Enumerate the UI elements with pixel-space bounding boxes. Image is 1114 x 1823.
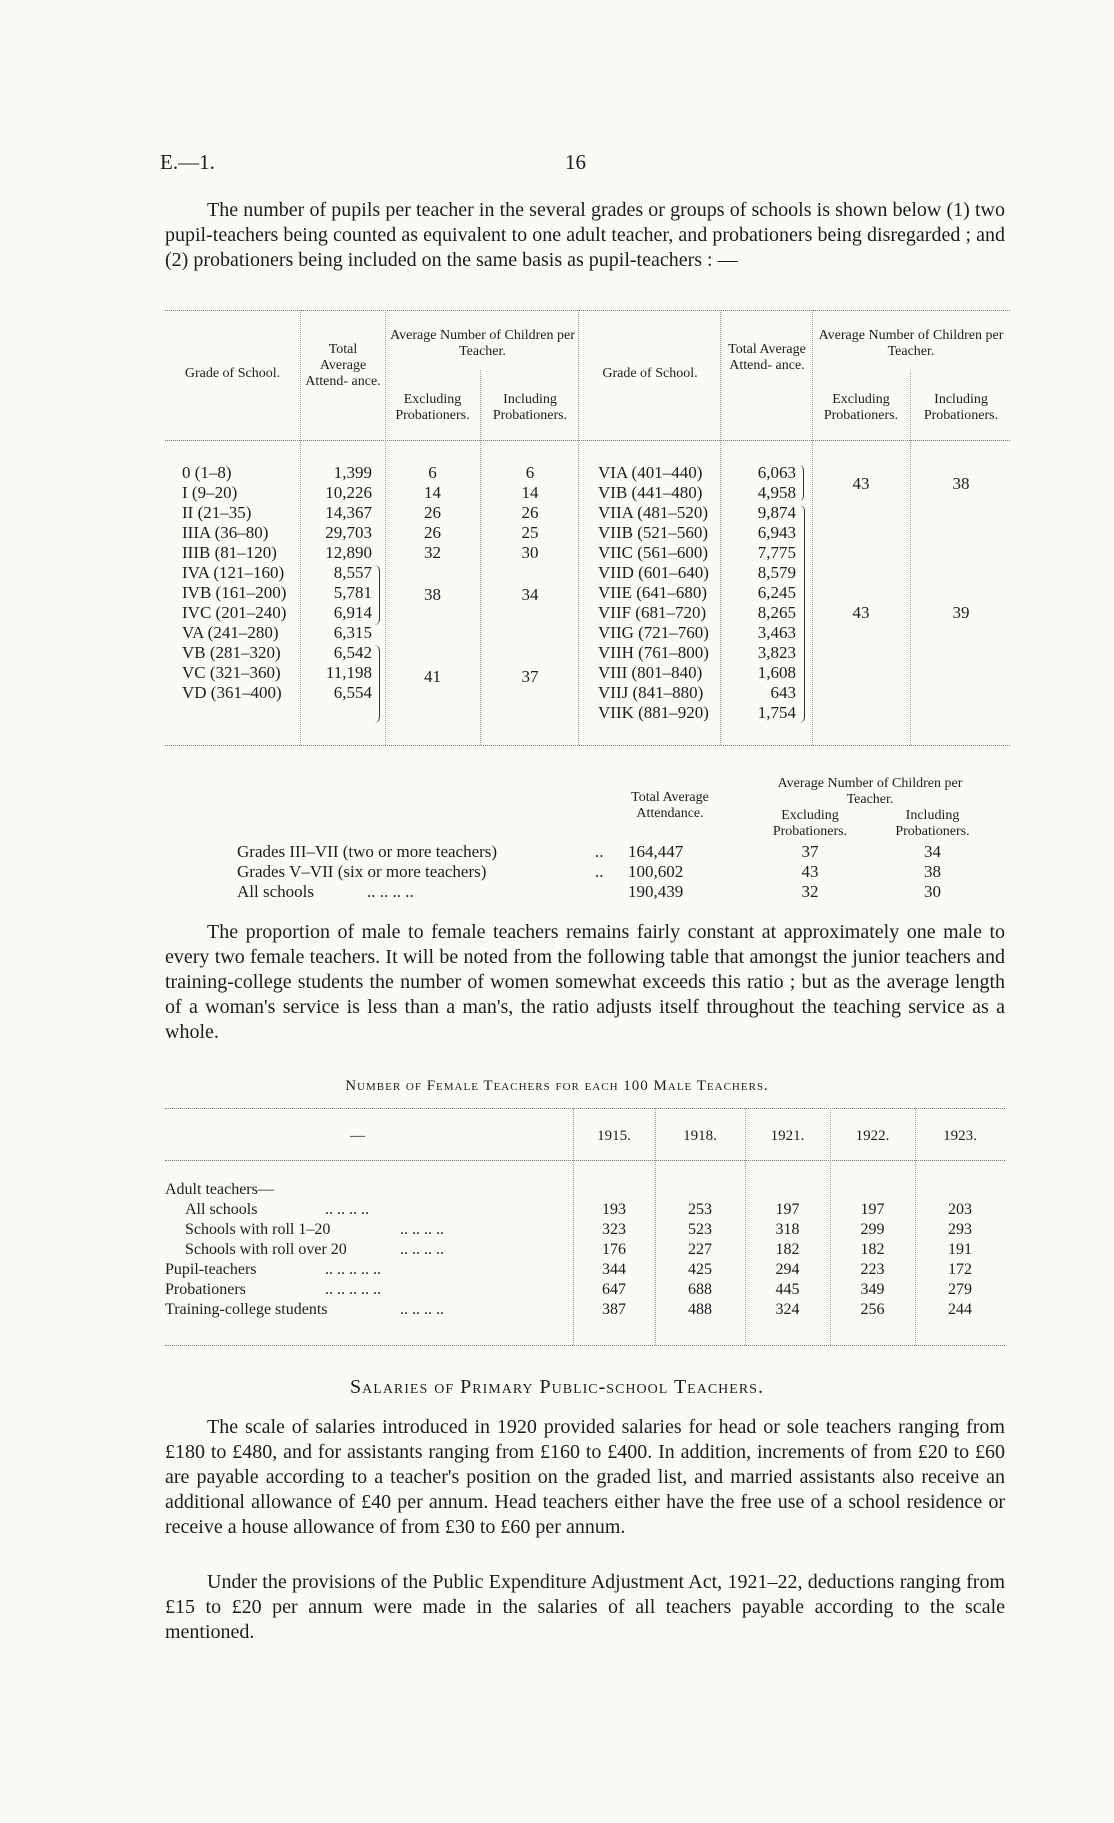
salaries-paragraph-2: Under the provisions of the Public Expenditure Adjustment Act, 1921–22, deductions ranging from £15 to £20 per annum were made in the salaries of all teachers payable according to the scale mentioned. bbox=[165, 1571, 1005, 1643]
ratio-value: 294 bbox=[775, 1261, 800, 1278]
year-header: 1915. bbox=[597, 1128, 631, 1144]
attendance-value: 8,557 bbox=[333, 563, 372, 582]
summary-total: 100,602 bbox=[628, 862, 684, 881]
ratio-value: 256 bbox=[860, 1301, 885, 1318]
incl-value: 14 bbox=[521, 483, 539, 502]
incl-value: 25 bbox=[521, 523, 539, 542]
leader-dots: .. bbox=[595, 842, 604, 861]
ratio-value: 299 bbox=[860, 1221, 885, 1238]
incl-value: 6 bbox=[525, 463, 535, 482]
leader-dots: .. .. .. .. .. bbox=[325, 1261, 381, 1278]
attendance-value: 6,914 bbox=[333, 603, 372, 622]
page-number: 16 bbox=[565, 150, 586, 174]
header-excl-left: Excluding Probationers. bbox=[395, 392, 470, 423]
grade-label: IVC (201–240) bbox=[182, 603, 287, 622]
attendance-value: 6,245 bbox=[757, 583, 796, 602]
table-rule-top bbox=[165, 310, 1010, 311]
grade-label: VB (281–320) bbox=[182, 643, 281, 662]
year-1923-column bbox=[915, 1200, 1005, 1320]
grade-label: I (9–20) bbox=[182, 483, 238, 502]
summary-row-label: All schools bbox=[237, 882, 314, 901]
ratio-value: 253 bbox=[688, 1201, 712, 1218]
group-brace bbox=[798, 505, 805, 723]
summary-total: 164,447 bbox=[628, 842, 684, 861]
right-attendance-column bbox=[720, 463, 796, 723]
summary-header-total: Total Average Attendance. bbox=[631, 790, 709, 821]
attendance-value: 6,554 bbox=[333, 683, 372, 702]
leader-dots: .. .. .. .. bbox=[325, 1201, 369, 1218]
year-header: 1921. bbox=[770, 1128, 805, 1144]
incl-value: 30 bbox=[521, 543, 539, 562]
grade-label: IIIB (81–120) bbox=[182, 543, 277, 562]
header-grade-right: Grade of School. bbox=[602, 366, 698, 381]
grade-label: VIIK (881–920) bbox=[598, 703, 709, 722]
grade-label: VIIB (521–560) bbox=[598, 523, 709, 542]
ratio-value: 488 bbox=[688, 1301, 712, 1318]
header-incl-right: Including Probationers. bbox=[923, 392, 999, 423]
summary-incl: 30 bbox=[924, 882, 941, 901]
ratio-value: 244 bbox=[948, 1301, 972, 1318]
summary-excl: 37 bbox=[801, 842, 819, 861]
grade-label: VIIF (681–720) bbox=[598, 603, 707, 622]
summary-total: 190,439 bbox=[628, 882, 684, 901]
year-1918-column bbox=[655, 1200, 745, 1320]
table-rule-header bbox=[165, 1160, 1005, 1161]
attendance-value: 14,367 bbox=[325, 503, 372, 522]
grade-label: VIII (801–840) bbox=[598, 663, 703, 682]
grade-label: VIIJ (841–880) bbox=[598, 683, 704, 702]
grade-label: II (21–35) bbox=[182, 503, 252, 522]
grade-label: VD (361–400) bbox=[182, 683, 282, 702]
header-total-left: Total Average Attend- ance. bbox=[305, 342, 381, 389]
attendance-value: 643 bbox=[770, 683, 796, 702]
excl-value-group: 38 bbox=[424, 585, 441, 604]
ratio-value: 647 bbox=[602, 1281, 626, 1298]
attendance-value: 6,063 bbox=[757, 463, 796, 482]
year-header: 1918. bbox=[683, 1128, 717, 1144]
attendance-value: 3,823 bbox=[757, 643, 796, 662]
intro-paragraph: The number of pupils per teacher in the several grades or groups of schools is shown below (1) two pupil-teachers being counted as equivalent to one adult teacher, and probationers being disregarded ; and (2) probationers being included on the same basis as pupil-teachers : — bbox=[165, 199, 1005, 271]
grade-label: VIIH (761–800) bbox=[598, 643, 709, 662]
grade-label: VIIA (481–520) bbox=[598, 503, 709, 522]
table-rule-bottom bbox=[165, 1345, 1005, 1346]
excl-value-group: 43 bbox=[852, 474, 870, 493]
table-rule-header bbox=[165, 440, 1010, 441]
ratio-value: 387 bbox=[602, 1301, 626, 1318]
summary-header-excl: Excluding Probationers. bbox=[772, 808, 848, 839]
left-excl-column bbox=[385, 463, 480, 563]
excl-value-group: 43 bbox=[852, 603, 870, 622]
attendance-value: 6,542 bbox=[333, 643, 372, 662]
attendance-value: 9,874 bbox=[757, 503, 796, 522]
year-1915-column bbox=[573, 1200, 655, 1320]
ratio-value: 688 bbox=[688, 1281, 712, 1298]
row-label: All schools bbox=[185, 1201, 258, 1218]
row-label: Schools with roll 1–20 bbox=[185, 1221, 331, 1238]
grade-label: VIA (401–440) bbox=[598, 463, 703, 482]
incl-value-group: 37 bbox=[521, 667, 539, 686]
table-vrule bbox=[910, 370, 911, 745]
summary-excl: 43 bbox=[801, 862, 819, 881]
year-1922-column bbox=[830, 1200, 915, 1320]
ratio-value: 223 bbox=[860, 1261, 885, 1278]
attendance-value: 29,703 bbox=[325, 523, 372, 542]
leader-dots: .. bbox=[595, 862, 604, 881]
header-dash: — bbox=[350, 1128, 365, 1144]
incl-value-group: 39 bbox=[952, 603, 970, 622]
row-label: Pupil-teachers bbox=[165, 1261, 257, 1278]
ratio-value: 318 bbox=[775, 1221, 800, 1238]
header-grade-left: Grade of School. bbox=[184, 366, 281, 381]
ratio-value: 344 bbox=[602, 1261, 626, 1278]
grade-label: VA (241–280) bbox=[182, 623, 279, 642]
summary-incl: 38 bbox=[924, 862, 941, 881]
grade-label: VIID (601–640) bbox=[598, 563, 709, 582]
right-grade-column bbox=[598, 463, 709, 723]
year-1921-column bbox=[745, 1200, 830, 1320]
header-incl-left: Including Probationers. bbox=[492, 392, 568, 423]
left-incl-column bbox=[482, 463, 578, 563]
summary-header-avg: Average Number of Children per Teacher. bbox=[777, 776, 963, 807]
grade-label: VIIC (561–600) bbox=[598, 543, 709, 562]
row-label: Schools with roll over 20 bbox=[185, 1241, 347, 1258]
attendance-value: 11,198 bbox=[325, 663, 372, 682]
attendance-value: 6,943 bbox=[757, 523, 796, 542]
attendance-value: 6,315 bbox=[333, 623, 372, 642]
table-rule-top bbox=[165, 1108, 1005, 1109]
proportion-paragraph: The proportion of male to female teachers remains fairly constant at approximately one male to every two female teachers. It will be noted from the following table that amongst the junior teachers and training-college students the number of women somewhat exceeds this ratio ; but as the average length of a woman's service is less than a man's, the ratio adjusts itself throughout the teaching service as a whole. bbox=[165, 921, 1005, 1043]
grade-label: VIIE (641–680) bbox=[598, 583, 708, 602]
summary-excl: 32 bbox=[801, 882, 819, 901]
table-rule-bottom bbox=[165, 745, 1010, 746]
ratio-value: 203 bbox=[948, 1201, 972, 1218]
attendance-value: 4,958 bbox=[757, 483, 796, 502]
ratio-value: 279 bbox=[948, 1281, 972, 1298]
grade-label: VIB (441–480) bbox=[598, 483, 703, 502]
incl-value: 26 bbox=[521, 503, 539, 522]
ratio-value: 227 bbox=[688, 1241, 712, 1258]
header-avg-left: Average Number of Children per Teacher. bbox=[390, 328, 575, 359]
ratio-value: 197 bbox=[775, 1201, 800, 1218]
excl-value-group: 41 bbox=[424, 667, 441, 686]
grade-label: IVB (161–200) bbox=[182, 583, 287, 602]
year-header: 1923. bbox=[943, 1128, 977, 1144]
attendance-value: 1,399 bbox=[333, 463, 372, 482]
incl-value-group: 34 bbox=[521, 585, 539, 604]
excl-value: 14 bbox=[424, 483, 441, 502]
ratio-value: 324 bbox=[775, 1301, 800, 1318]
attendance-value: 1,754 bbox=[757, 703, 796, 722]
header-avg-right: Average Number of Children per Teacher. bbox=[818, 328, 1004, 359]
ratio-value: 191 bbox=[948, 1241, 972, 1258]
leader-dots: .. .. .. .. bbox=[367, 882, 414, 901]
table-vrule bbox=[812, 310, 813, 745]
ratio-value: 523 bbox=[688, 1221, 712, 1238]
group-label: Adult teachers— bbox=[165, 1181, 274, 1198]
header-excl-right: Excluding Probationers. bbox=[823, 392, 899, 423]
summary-header-incl: Including Probationers. bbox=[895, 808, 970, 839]
ratio-value: 182 bbox=[775, 1241, 800, 1258]
attendance-value: 8,265 bbox=[757, 603, 796, 622]
ratio-value: 349 bbox=[860, 1281, 885, 1298]
incl-value-group: 38 bbox=[952, 474, 970, 493]
grade-label: VC (321–360) bbox=[182, 663, 281, 682]
summary-row-label: Grades III–VII (two or more teachers) bbox=[237, 842, 498, 861]
grade-label: VIIG (721–760) bbox=[598, 623, 709, 642]
left-attendance-column bbox=[300, 463, 372, 703]
excl-value: 6 bbox=[428, 463, 437, 482]
excl-value: 26 bbox=[424, 503, 441, 522]
attendance-value: 10,226 bbox=[325, 483, 372, 502]
group-brace bbox=[373, 565, 380, 625]
salaries-paragraph-1: The scale of salaries introduced in 1920 provided salaries for head or sole teachers ranging from £180 to £480, and for assistants ranging from £160 to £400. In addition, increments of from £20 to £60 are payable according to a teacher's position on the graded list, and married assistants also receive an additional allowance of £40 per annum. Head teachers either have the free use of a school residence or receive a house allowance of from £30 to £60 per annum. bbox=[165, 1416, 1005, 1538]
ratio-value: 323 bbox=[602, 1221, 626, 1238]
excl-value: 32 bbox=[424, 543, 441, 562]
ratio-value: 293 bbox=[948, 1221, 972, 1238]
leader-dots: .. .. .. .. .. bbox=[325, 1281, 381, 1298]
leader-dots: .. .. .. .. bbox=[400, 1241, 444, 1258]
ratio-value: 197 bbox=[860, 1201, 885, 1218]
ratio-value: 182 bbox=[860, 1241, 885, 1258]
grade-label: 0 (1–8) bbox=[182, 463, 232, 482]
ratio-value: 425 bbox=[688, 1261, 712, 1278]
excl-value: 26 bbox=[424, 523, 441, 542]
ratio-value: 172 bbox=[948, 1261, 972, 1278]
grade-label: IIIA (36–80) bbox=[182, 523, 269, 542]
table-vrule bbox=[480, 370, 481, 745]
attendance-value: 8,579 bbox=[757, 563, 796, 582]
summary-row-label: Grades V–VII (six or more teachers) bbox=[237, 862, 487, 881]
attendance-value: 1,608 bbox=[757, 663, 796, 682]
left-grade-column bbox=[182, 463, 286, 703]
leader-dots: .. .. .. .. bbox=[400, 1221, 444, 1238]
header-total-right: Total Average Attend- ance. bbox=[728, 342, 806, 373]
group-brace bbox=[798, 465, 804, 501]
ratio-value: 176 bbox=[602, 1241, 626, 1258]
year-header: 1922. bbox=[855, 1128, 890, 1144]
document-reference: E.—1. bbox=[160, 150, 215, 174]
salaries-heading: Salaries of Primary Public-school Teachers. bbox=[350, 1376, 764, 1398]
table-vrule bbox=[578, 310, 579, 745]
attendance-value: 3,463 bbox=[757, 623, 796, 642]
table-caption: Number of Female Teachers for each 100 Male Teachers. bbox=[345, 1078, 769, 1094]
ratio-value: 193 bbox=[602, 1201, 626, 1218]
grade-label: IVA (121–160) bbox=[182, 563, 285, 582]
attendance-value: 7,775 bbox=[757, 543, 796, 562]
group-brace bbox=[373, 645, 380, 723]
ratio-value: 445 bbox=[775, 1281, 800, 1298]
row-label: Training-college students bbox=[165, 1301, 328, 1318]
row-label: Probationers bbox=[165, 1281, 246, 1298]
attendance-value: 12,890 bbox=[325, 543, 372, 562]
attendance-value: 5,781 bbox=[333, 583, 372, 602]
summary-incl: 34 bbox=[924, 842, 941, 861]
leader-dots: .. .. .. .. bbox=[400, 1301, 444, 1318]
